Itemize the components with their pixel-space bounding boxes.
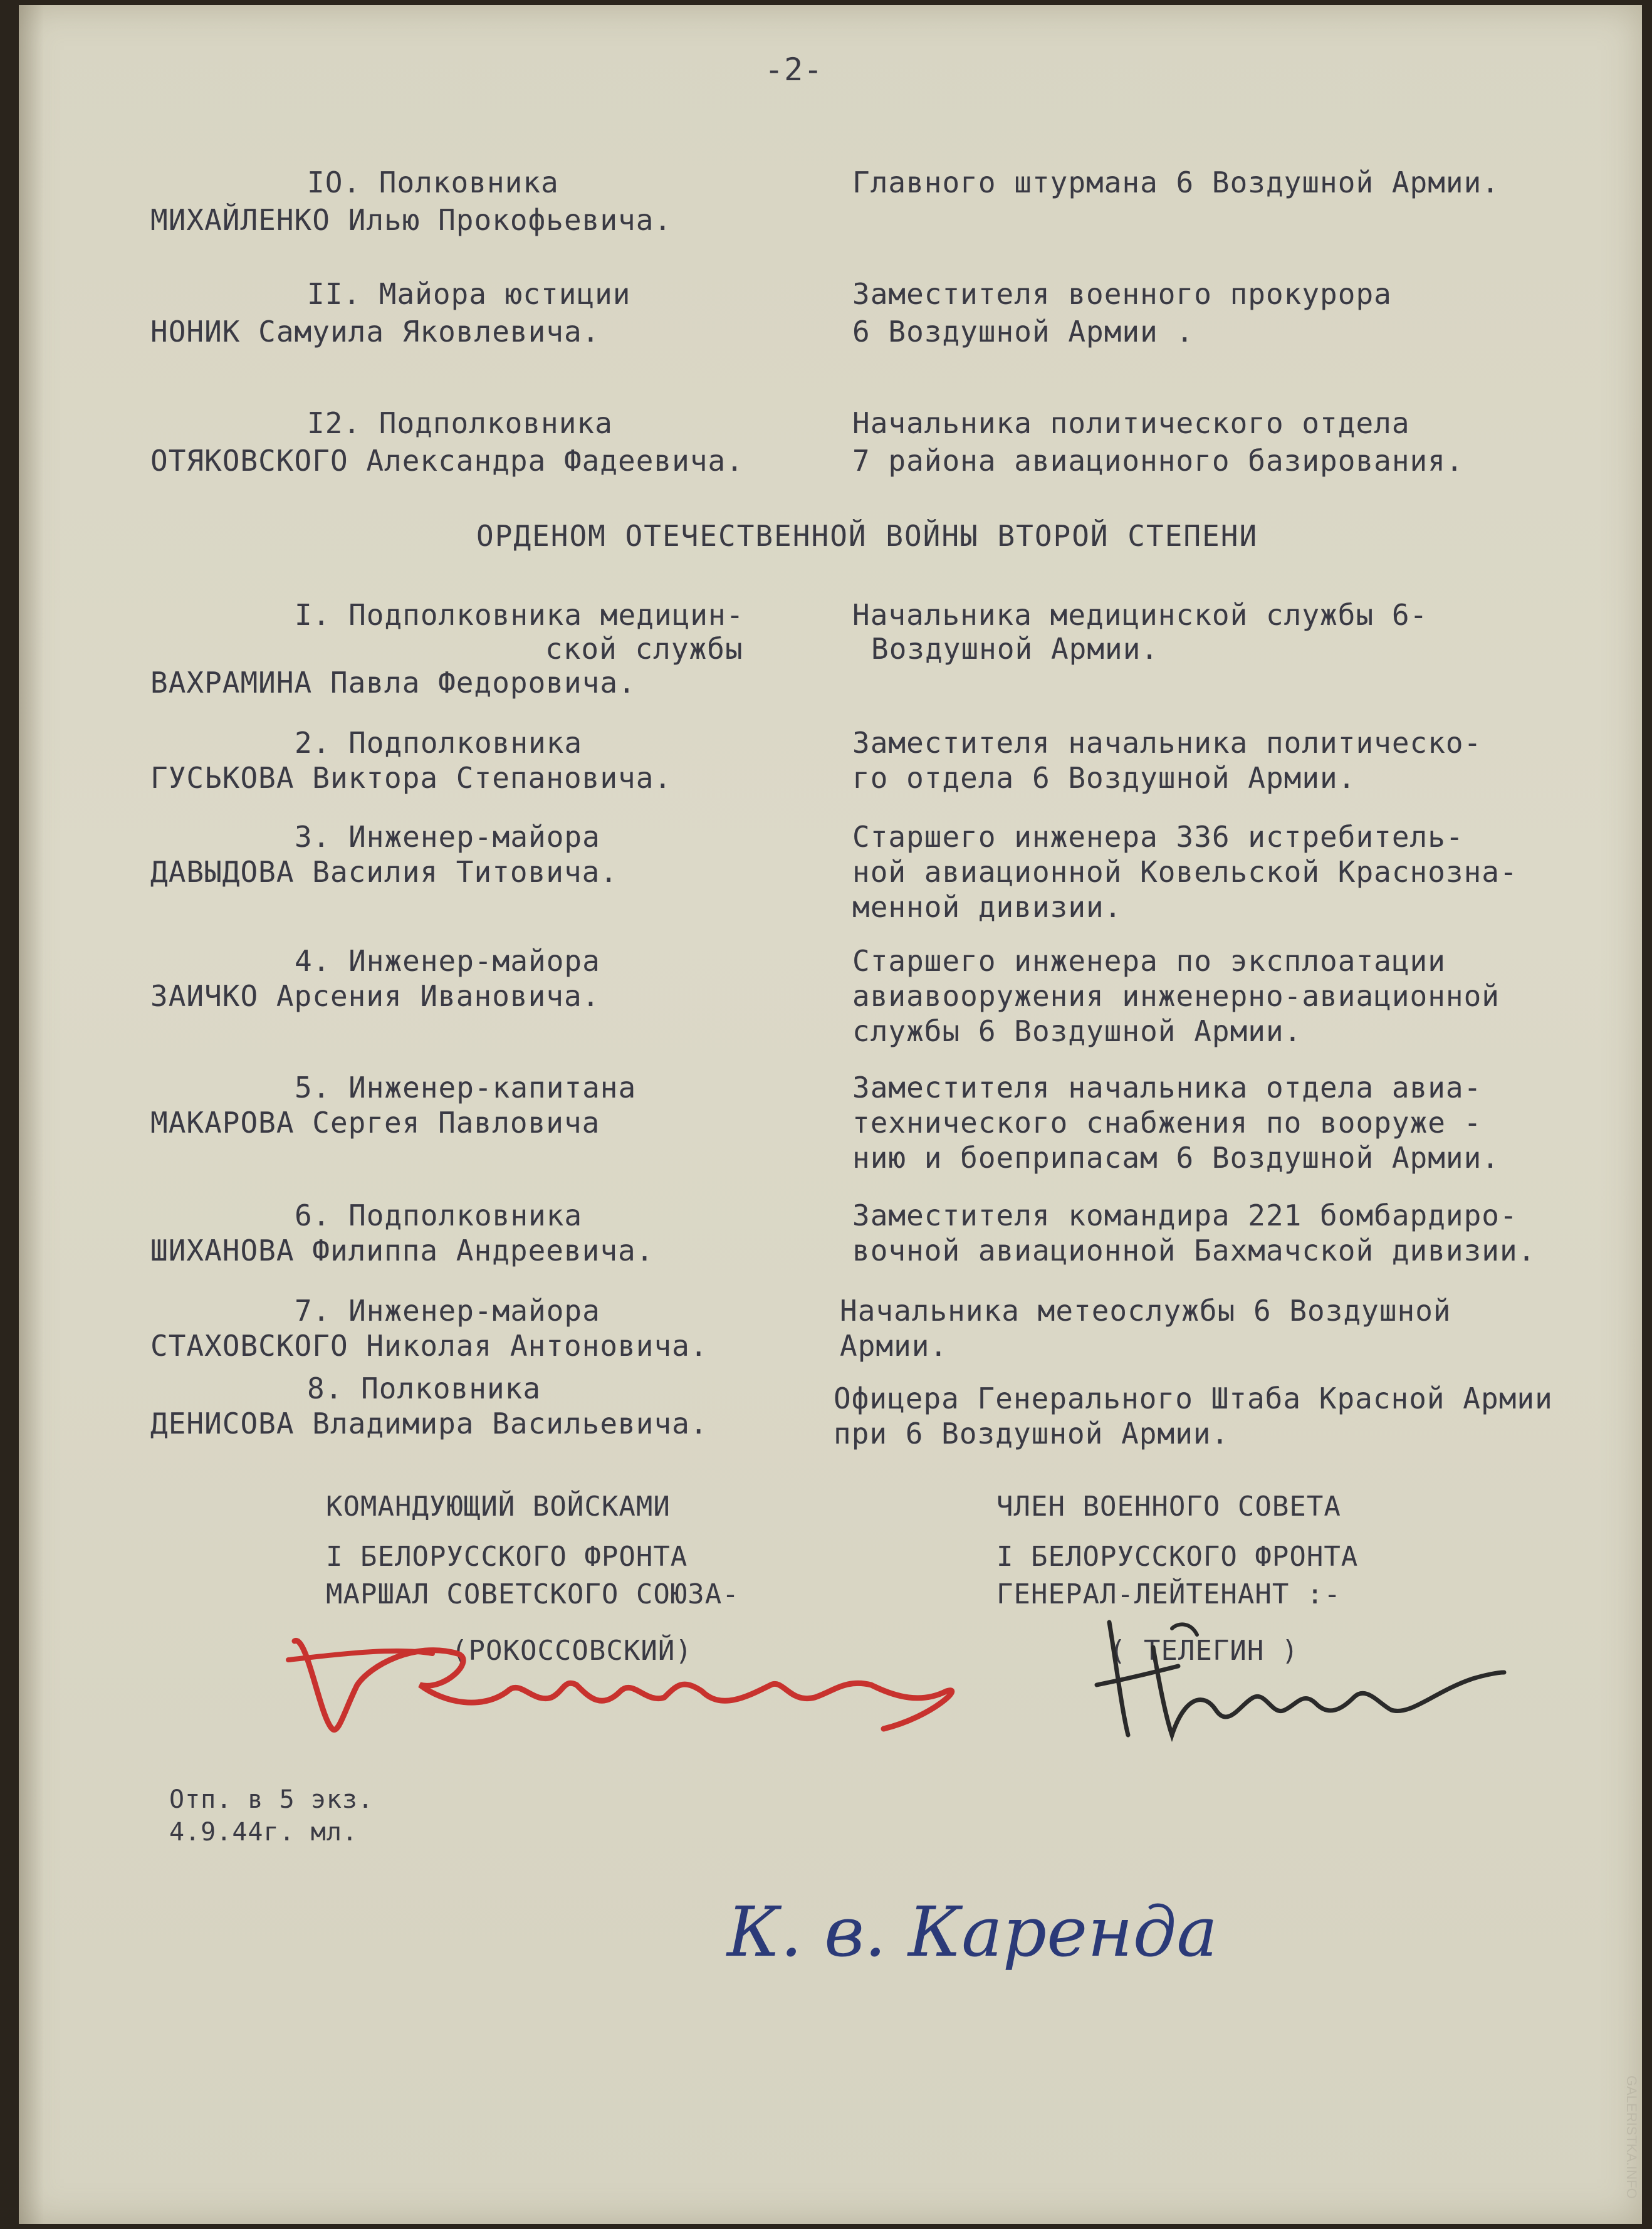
entry-5-rank: 5. Инженер-капитана: [295, 1071, 637, 1104]
entry-2-name: ГУСЬКОВА Виктора Степановича.: [150, 761, 672, 795]
entry-5-position-2: технического снабжения по вооруже -: [852, 1106, 1482, 1140]
entry-1-rank-1: I. Подполковника медицин-: [295, 598, 745, 632]
entry-6-rank: 6. Подполковника: [295, 1198, 583, 1232]
entry-1-name: ВАХРАМИНА Павла Федоровича.: [150, 666, 636, 700]
sig-left-line-1: КОМАНДУЮЩИЙ ВОЙСКАМИ: [326, 1491, 671, 1523]
sig-right-line-2: I БЕЛОРУССКОГО ФРОНТА: [996, 1541, 1359, 1573]
order-heading: ОРДЕНОМ ОТЕЧЕСТВЕННОЙ ВОЙНЫ ВТОРОЙ СТЕПЕНИ: [476, 519, 1258, 553]
entry-8-rank: 8. Полковника: [307, 1371, 541, 1405]
entry-10-position-1: Главного штурмана 6 Воздушной Армии.: [852, 165, 1500, 199]
page-number: -2-: [765, 51, 823, 88]
entry-1-position-2: Воздушной Армии.: [871, 632, 1159, 666]
entry-4-rank: 4. Инженер-майора: [295, 944, 600, 978]
print-note-line-2: 4.9.44г. мл.: [169, 1818, 358, 1847]
entry-12-rank: I2. Подполковника: [307, 406, 613, 440]
entry-1-position-1: Начальника медицинской службы 6-: [852, 598, 1428, 632]
entry-6-position-2: вочной авиационной Бахмачской дивизии.: [852, 1234, 1536, 1267]
entry-2-position-1: Заместителя начальника политическо-: [852, 726, 1482, 760]
watermark: GALERISTKA.INFO: [1624, 2075, 1639, 2199]
entry-10-rank: IO. Полковника: [307, 165, 559, 199]
entry-5-position-1: Заместителя начальника отдела авиа-: [852, 1071, 1482, 1104]
entry-3-rank: 3. Инженер-майора: [295, 820, 600, 854]
entry-3-position-3: менной дивизии.: [852, 890, 1122, 924]
entry-2-position-2: го отдела 6 Воздушной Армии.: [852, 761, 1356, 795]
sig-right-line-1: ЧЛЕН ВОЕННОГО СОВЕТА: [996, 1491, 1341, 1523]
entry-6-position-1: Заместителя командира 221 бомбардиро-: [852, 1198, 1518, 1232]
sig-right-line-3: ГЕНЕРАЛ-ЛЕЙТЕНАНТ :-: [996, 1578, 1341, 1610]
entry-7-rank: 7. Инженер-майора: [295, 1294, 600, 1328]
sig-right-name: ( ТЕЛЕГИН ): [1109, 1635, 1299, 1667]
entry-3-name: ДАВЫДОВА Василия Титовича.: [150, 855, 619, 889]
sig-left-line-3: МАРШАЛ СОВЕТСКОГО СОЮЗА-: [326, 1578, 740, 1610]
entry-11-rank: II. Майора юстиции: [307, 277, 631, 311]
entry-12-position-2: 7 района авиационного базирования.: [852, 444, 1464, 478]
entry-7-position-2: Армии.: [840, 1329, 948, 1363]
entry-5-name: МАКАРОВА Сергея Павловича: [150, 1106, 600, 1140]
entry-4-position-1: Старшего инженера по эксплоатации: [852, 944, 1446, 978]
entry-8-position-1: Офицера Генерального Штаба Красной Армии: [834, 1382, 1553, 1415]
entry-8-position-2: при 6 Воздушной Армии.: [834, 1417, 1230, 1450]
entry-12-position-1: Начальника политического отдела: [852, 406, 1410, 440]
entry-12-name: ОТЯКОВСКОГО Александра Фадеевича.: [150, 444, 744, 478]
handwritten-note: К. в. Каренда: [727, 1892, 1218, 1972]
entry-10-name: МИХАЙЛЕНКО Илью Прокофьевича.: [150, 203, 672, 237]
entry-8-name: ДЕНИСОВА Владимира Васильевича.: [150, 1407, 708, 1440]
entry-5-position-3: нию и боеприпасам 6 Воздушной Армии.: [852, 1141, 1500, 1175]
sig-left-name: (РОКОССОВСКИЙ): [451, 1635, 693, 1667]
print-note-line-1: Отп. в 5 экз.: [169, 1785, 374, 1814]
entry-7-name: СТАХОВСКОГО Николая Антоновича.: [150, 1329, 708, 1363]
entry-11-name: НОНИК Самуила Яковлевича.: [150, 315, 600, 349]
signature-rokossovsky: [269, 1616, 996, 1754]
signature-telegin: [1084, 1610, 1510, 1754]
sig-left-line-2: I БЕЛОРУССКОГО ФРОНТА: [326, 1541, 688, 1573]
document-page: [19, 5, 1642, 2224]
entry-4-name: ЗАИЧКО Арсения Ивановича.: [150, 979, 600, 1013]
entry-11-position-2: 6 Воздушной Армии .: [852, 315, 1195, 349]
entry-4-position-2: авиавооружения инженерно-авиационной: [852, 979, 1500, 1013]
entry-3-position-1: Старшего инженера 336 истребитель-: [852, 820, 1464, 854]
entry-2-rank: 2. Подполковника: [295, 726, 583, 760]
entry-1-rank-2: ской службы: [545, 632, 743, 666]
entry-11-position-1: Заместителя военного прокурора: [852, 277, 1392, 311]
entry-7-position-1: Начальника метеослужбы 6 Воздушной: [840, 1294, 1451, 1328]
entry-4-position-3: службы 6 Воздушной Армии.: [852, 1014, 1302, 1048]
entry-6-name: ШИХАНОВА Филиппа Андреевича.: [150, 1234, 654, 1267]
entry-3-position-2: ной авиационной Ковельской Краснозна-: [852, 855, 1518, 889]
